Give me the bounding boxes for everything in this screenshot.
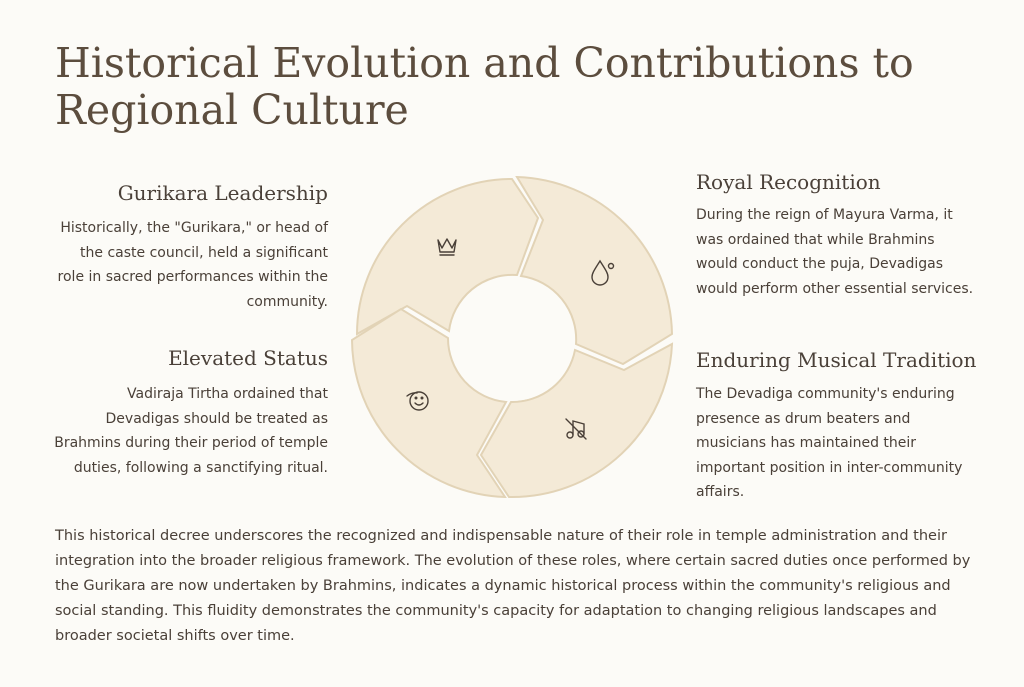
- royal-recognition-heading: Royal Recognition: [696, 170, 881, 194]
- royal-recognition-text: During the reign of Mayura Varma, it was ordained that while Brahmins would conduct the puja, Devadigas would perform other essential services.: [696, 207, 974, 297]
- center-hole: [450, 277, 574, 401]
- gurikara-text: Historically, the "Gurikara," or head of the caste council, held a significant role in sacred performances within the community.: [57, 220, 328, 310]
- cycle-diagram: [345, 172, 679, 506]
- elevated-status-heading: Elevated Status: [168, 346, 328, 370]
- musical-tradition-heading: Enduring Musical Tradition: [696, 348, 977, 372]
- conclusion-paragraph: This historical decree underscores the recognized and indispensable nature of their role in temple administration and their integration into the broader religious framework. The evolution of these roles, where certain sacred duties once performed by the Gurikara are now undertaken by Brahmins, indicates a dynamic historical process within the community's religious and social standing. This fluidity demonstrates the community's capacity for adaptation to changing religious landscapes and broader societal shifts over time.: [55, 528, 971, 644]
- gurikara-heading: Gurikara Leadership: [117, 181, 328, 205]
- elevated-status-text: Vadiraja Tirtha ordained that Devadigas should be treated as Brahmins during their period of temple duties, following a sanctifying ritual.: [54, 386, 328, 476]
- page-title: Historical Evolution and Contributions to Regional Culture: [55, 39, 914, 134]
- musical-tradition-text: The Devadiga community's enduring presence as drum beaters and musicians has maintained their important position in inter-community affairs.: [696, 386, 963, 500]
